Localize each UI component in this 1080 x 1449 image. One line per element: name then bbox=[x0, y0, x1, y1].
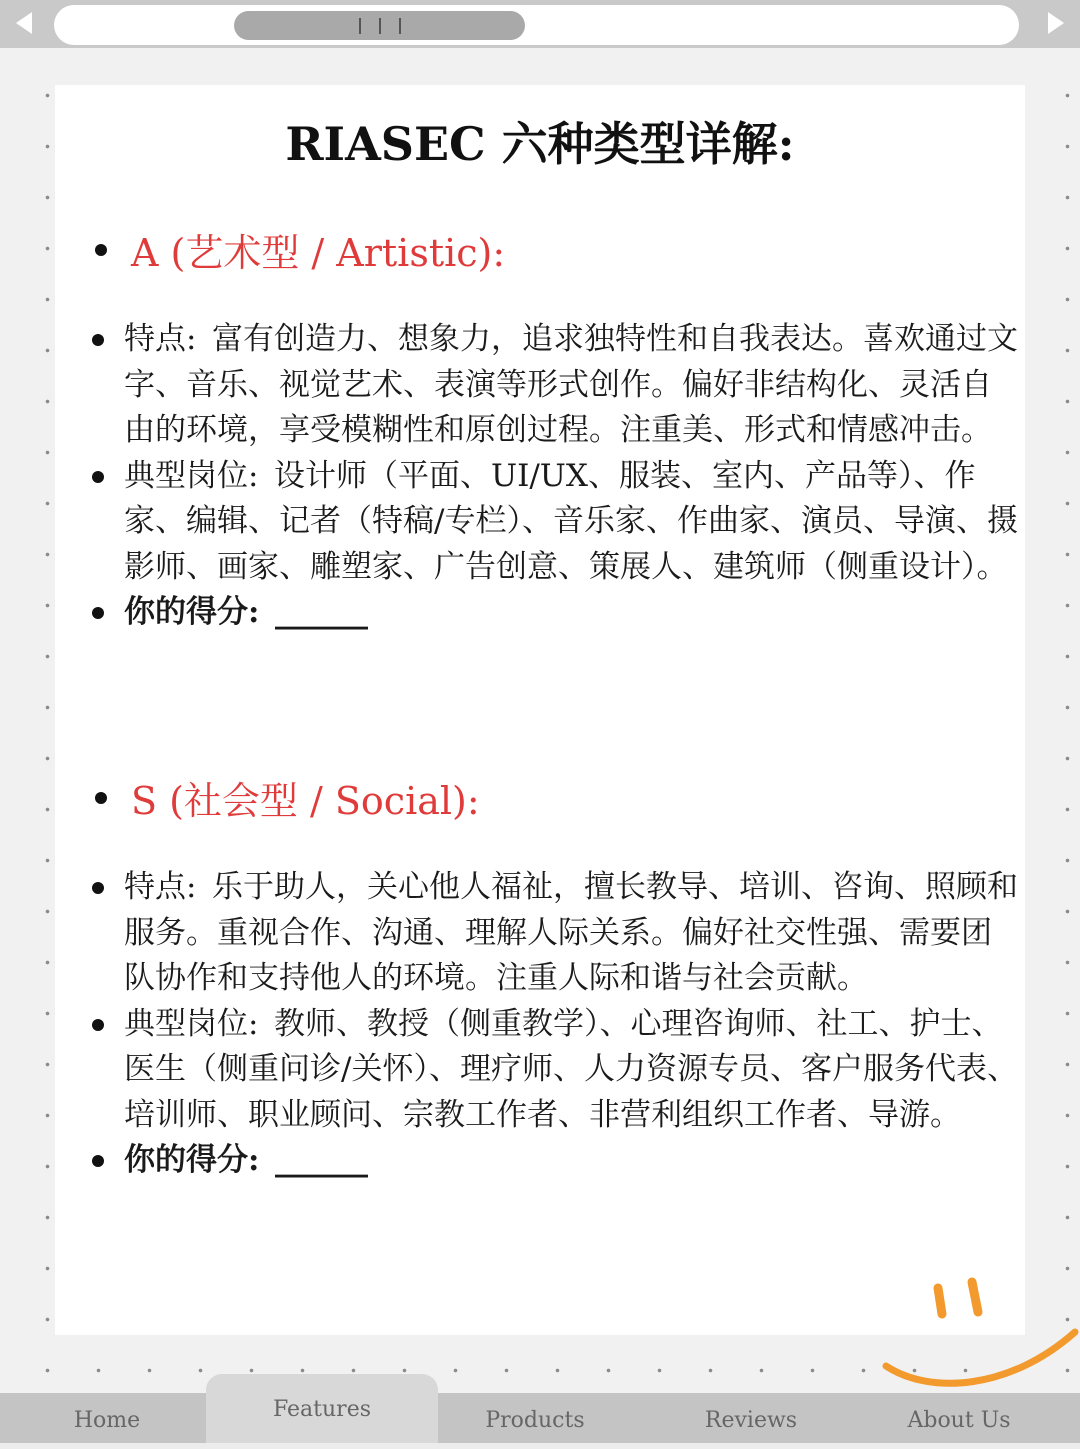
forward-arrow-icon[interactable] bbox=[1048, 12, 1064, 34]
jobs-text: 教师、教授（侧重教学）、心理咨询师、社工、护士、医生（侧重问诊/关怀）、理疗师、人力资源专员、客户服务代表、培训师、职业顾问、宗教工作者、非营利组织工作者、导游。 bbox=[124, 1005, 1018, 1133]
section-heading-social bbox=[95, 770, 480, 825]
drag-handle[interactable] bbox=[234, 11, 525, 40]
nav-products[interactable]: Products bbox=[485, 1408, 585, 1433]
bullet-icon bbox=[92, 882, 104, 894]
page-title: RIASEC 六种类型详解: bbox=[285, 117, 795, 171]
list-item bbox=[90, 865, 1020, 1002]
grip-line-icon bbox=[359, 18, 361, 34]
score-label: 你的得分: bbox=[124, 594, 260, 630]
back-arrow-icon[interactable] bbox=[16, 12, 32, 34]
traits-text: 乐于助人，关心他人福祉，擅长教导、培训、咨询、照顾和服务。重视合作、沟通、理解人际关系。偏好社交性强、需要团队协作和支持他人的环境。注重人际和谐与社会贡献。 bbox=[124, 869, 1018, 996]
score-label: 你的得分: bbox=[124, 1142, 260, 1178]
bullet-icon bbox=[95, 244, 107, 256]
jobs-label: 典型岗位: bbox=[124, 1005, 259, 1042]
nav-reviews[interactable]: Reviews bbox=[704, 1408, 798, 1433]
grip-line-icon bbox=[379, 18, 381, 34]
nav-features[interactable]: Features bbox=[206, 1374, 438, 1443]
grip-line-icon bbox=[399, 18, 401, 34]
bullet-icon bbox=[92, 1019, 104, 1031]
section-heading-artistic bbox=[95, 222, 505, 277]
list-item bbox=[90, 454, 1020, 591]
section-heading-text: S (社会型 / Social): bbox=[131, 779, 480, 823]
bullet-icon bbox=[95, 792, 107, 804]
nav-home[interactable]: Home bbox=[73, 1408, 141, 1433]
list-item bbox=[90, 317, 1020, 454]
bullet-icon bbox=[92, 607, 104, 619]
traits-text: 富有创造力、想象力，追求独特性和自我表达。喜欢通过文字、音乐、视觉艺术、表演等形式创作。偏好非结构化、灵活自由的环境，享受模糊性和原创过程。注重美、形式和情感冲击。 bbox=[124, 321, 1018, 448]
bullet-icon bbox=[92, 471, 104, 483]
list-item bbox=[90, 590, 1020, 636]
traits-label: 特点: bbox=[124, 321, 197, 357]
bullet-icon bbox=[92, 1155, 104, 1167]
traits-label: 特点: bbox=[124, 869, 197, 905]
smile-doodle-icon bbox=[870, 1270, 1080, 1400]
section-heading-text: A (艺术型 / Artistic): bbox=[131, 231, 506, 275]
address-bar[interactable] bbox=[54, 5, 1019, 45]
social-detail-list bbox=[90, 865, 1020, 1184]
list-item bbox=[90, 1002, 1020, 1139]
score-blank: ______ bbox=[274, 594, 368, 630]
jobs-text: 设计师（平面、UI/UX、服装、室内、产品等）、作家、编辑、记者（特稿/专栏）、音乐家、作曲家、演员、导演、摄影师、画家、雕塑家、广告创意、策展人、建筑师（侧重设计）。 bbox=[124, 457, 1018, 585]
jobs-label: 典型岗位: bbox=[124, 457, 259, 494]
score-blank: ______ bbox=[274, 1142, 368, 1178]
bottom-nav bbox=[0, 1393, 1080, 1443]
bullet-icon bbox=[92, 334, 104, 346]
artistic-detail-list bbox=[90, 317, 1020, 636]
list-item bbox=[90, 1138, 1020, 1184]
nav-about[interactable]: About Us bbox=[907, 1408, 1011, 1433]
browser-top-bar bbox=[0, 0, 1080, 48]
